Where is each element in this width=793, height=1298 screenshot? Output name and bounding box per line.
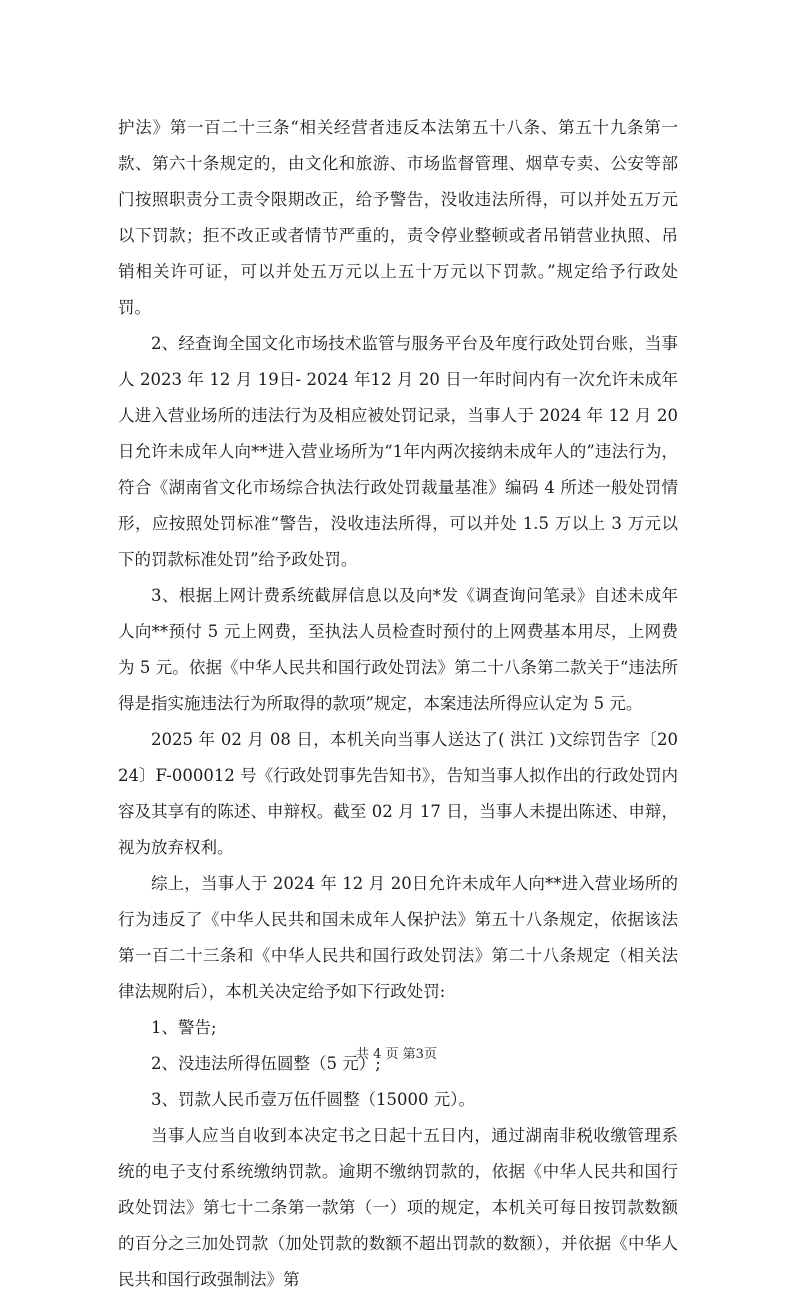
penalty-item-fine: 3、罚款人民币壹万伍仟圆整（15000 元）。: [151, 1090, 475, 1109]
paragraph-item-3: 3、根据上网计费系统截屏信息以及向*发《调查询问笔录》自述未成年人向**预付 5 元上网费，至执法人员检查时预付的上网费基本用尽，上网费为 5 元。依据《中华人民共和国行政处罚法》第二十八条第二款关于“违法所得是指实施违法行为所取得的款项”规定，本案违法所得应认定为 5 元。: [118, 586, 678, 713]
paragraph-conclusion: 综上，当事人于 2024 年 12 月 20日允许未成年人向**进入营业场所的行为违反了《中华人民共和国未成年人保护法》第五十八条规定，依据该法第一百二十三条和《中华人民共和国行政处罚法》第二十八条规定（相关法律法规附后），本机关决定给予如下行政处罚:: [118, 874, 678, 1001]
paragraph-item-2: 2、经查询全国文化市场技术监管与服务平台及年度行政处罚台账，当事人 2023 年 12 月 19日- 2024 年12 月 20 日一年时间内有一次允许未成年人进入营业场所的违法行为及相应被处罚记录，当事人于 2024 年 12 月 20 日允许未成年人向**进入营业场所为“1年内两次接纳未成年人的”违法行为，符合《湖南省文化市场综合执法行政处罚裁量基准》编码 4 所述一般处罚情形，应按照处罚标准“警告，没收违法所得，可以并处 1.5 万以上 3 万元以下的罚款标准处罚”给予政处罚。: [118, 334, 678, 569]
document-body: [118, 110, 678, 1298]
paragraph-law-citation: 护法》第一百二十三条“相关经营者违反本法第五十八条、第五十九条第一款、第六十条规定的，由文化和旅游、市场监督管理、烟草专卖、公安等部门按照职责分工责令限期改正，给予警告，没收违法所得，可以并处五万元以下罚款；拒不改正或者情节严重的，责令停业整顿或者吊销营业执照、吊销相关许可证，可以并处五万元以上五十万元以下罚款。”规定给予行政处罚。: [118, 118, 678, 317]
page-footer: [0, 1046, 793, 1064]
paragraph-payment-instructions: 当事人应当自收到本决定书之日起十五日内，通过湖南非税收缴管理系统的电子支付系统缴纳罚款。逾期不缴纳罚款的，依据《中华人民共和国行政处罚法》第七十二条第一款第（一）项的规定，本机关可每日按罚款数额的百分之三加处罚款（加处罚款的数额不超出罚款的数额），并依据《中华人民共和国行政强制法》第: [118, 1126, 678, 1289]
paragraph-notice-delivery: 2025 年 02 月 08 日，本机关向当事人送达了( 洪江 )文综罚告字〔2024〕F-000012 号《行政处罚事先告知书》，告知当事人拟作出的行政处罚内容及其享有的陈述、申辩权。截至 02 月 17 日，当事人未提出陈述、申辩，视为放弃权利。: [118, 730, 678, 857]
page-number-label: 共 4 页 第3页: [356, 1047, 437, 1062]
penalty-item-warning: 1、警告;: [151, 1018, 217, 1037]
penalty-item-confiscation: 2、没违法所得伍圆整（5 元）;: [151, 1054, 381, 1073]
